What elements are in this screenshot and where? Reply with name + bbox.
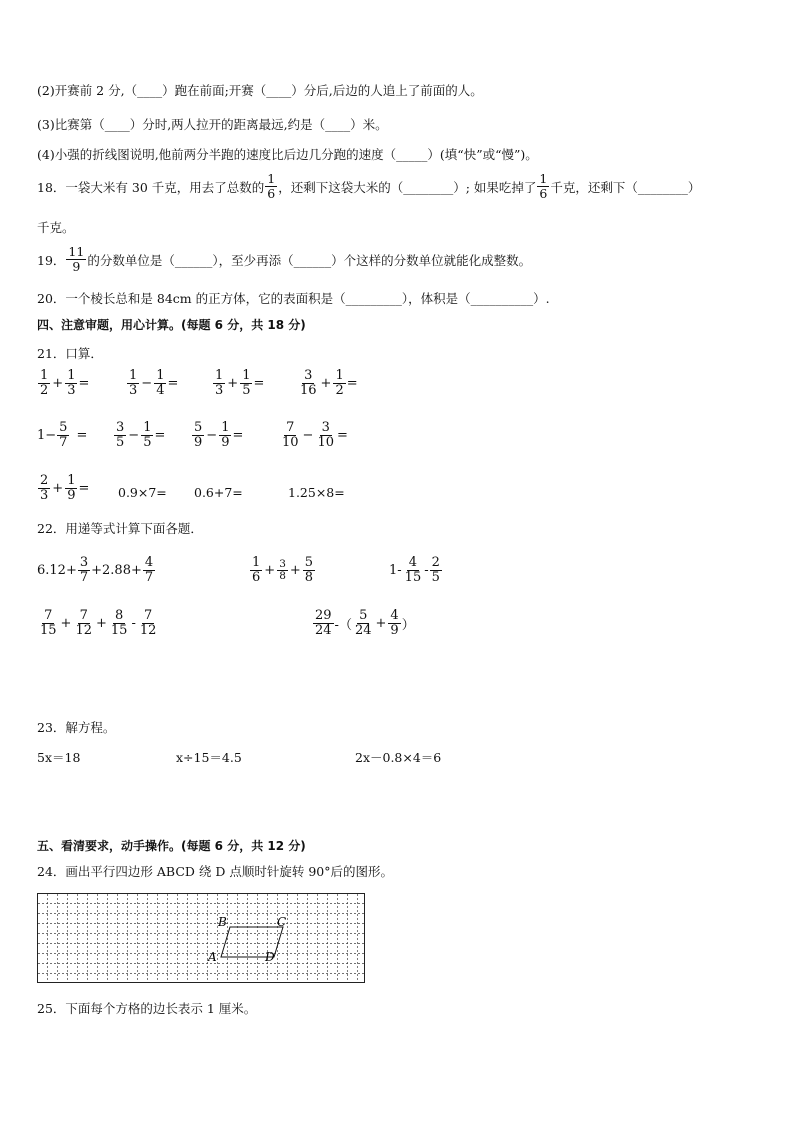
q21-item-4: $\frac{3}{16}$ + $\frac{1}{2}$ = — [300, 368, 358, 398]
q19-text: 的分数单位是（______），至少再添（______）个这样的分数单位就能化成整数。 — [87, 252, 532, 268]
vertex-label-d: D — [265, 950, 275, 964]
q23-eq-3: 2x－0.8×4＝6 — [355, 750, 442, 765]
q21-item-8: $\frac{7}{10}$ − $\frac{3}{10}$ = — [282, 420, 348, 450]
vertex-label-c: C — [277, 915, 287, 929]
q23-eq-2: x÷15＝4.5 — [176, 750, 242, 765]
q18-text-c: 千克，还剩下（________） — [550, 179, 701, 195]
q21-item-5: 1− $\frac{5}{7}$ = — [37, 420, 88, 450]
q17-part2: (2)开赛前 2 分,（____）跑在前面;开赛（____）分后,后边的人追上了前面的人。 — [37, 83, 483, 98]
q21-item-12: 1.25×8= — [288, 485, 345, 500]
q18-fraction-2: $\frac{1}{6}$ — [539, 171, 548, 201]
question-20: 20．一个棱长总和是 84cm 的正方体，它的表面积是（_________），体积是（__________）. — [37, 291, 550, 306]
vertex-label-a: A — [208, 950, 217, 964]
q22-expr-5: $\frac{29}{24}$ -（ $\frac{5}{24}$ + $\frac{4}{9}$ ） — [315, 608, 415, 638]
q21-item-11: 0.6+7= — [194, 485, 243, 500]
q21-item-9: $\frac{2}{3}$ + $\frac{1}{9}$ = — [40, 473, 90, 503]
q21-item-3: $\frac{1}{3}$ + $\frac{1}{5}$ = — [215, 368, 265, 398]
vertex-label-b: B — [218, 915, 227, 929]
q19-fraction: $\frac{11}{9}$ — [68, 244, 85, 274]
section-4-heading: 四、注意审题，用心计算。(每题 6 分，共 18 分) — [37, 318, 306, 332]
grid-figure — [37, 893, 365, 983]
q21-title: 21．口算． — [37, 346, 103, 361]
q22-expr-2: $\frac{1}{6}$ + $\frac{3}{8}$ + $\frac{5}{8}$ — [252, 555, 314, 585]
q22-title: 22．用递等式计算下面各题． — [37, 521, 203, 536]
q22-expr-4: $\frac{7}{15}$ + $\frac{7}{12}$ + $\frac{8}{15}$ - $\frac{7}{12}$ — [40, 608, 157, 638]
q22-expr-3: 1- $\frac{4}{15}$ - $\frac{2}{5}$ — [389, 555, 440, 585]
q17-part3: (3)比赛第（____）分时,两人拉开的距离最远,约是（____）米。 — [37, 117, 388, 132]
q18-fraction-1: $\frac{1}{6}$ — [267, 171, 276, 201]
q19-number: 19． — [37, 252, 66, 268]
q21-item-1: $\frac{1}{2}$ + $\frac{1}{3}$ = — [40, 368, 90, 398]
q21-item-2: $\frac{1}{3}$ − $\frac{1}{4}$ = — [129, 368, 179, 398]
q18-unit: 千克。 — [37, 220, 75, 235]
question-24: 24．画出平行四边形 ABCD 绕 D 点顺时针旋转 90°后的图形。 — [37, 864, 393, 879]
parallelogram-grid — [37, 893, 365, 983]
question-25: 25．下面每个方格的边长表示 1 厘米。 — [37, 1001, 257, 1016]
q21-item-7: $\frac{5}{9}$ − $\frac{1}{9}$ = — [194, 420, 244, 450]
q23-eq-1: 5x＝18 — [37, 750, 81, 765]
section-5-heading: 五、看清要求，动手操作。(每题 6 分，共 12 分) — [37, 839, 306, 853]
q21-item-6: $\frac{3}{5}$ − $\frac{1}{5}$ = — [116, 420, 166, 450]
q18-text-a: 18．一袋大米有 30 千克，用去了总数的 — [37, 179, 265, 195]
question-19 — [37, 245, 531, 274]
question-18 — [37, 172, 700, 201]
q22-expr-1: 6.12+ $\frac{3}{7}$ +2.88+ $\frac{4}{7}$ — [37, 555, 154, 585]
q21-item-10: 0.9×7= — [118, 485, 167, 500]
q18-text-b: ，还剩下这袋大米的（________）; 如果吃掉了 — [278, 179, 537, 195]
q17-part4: (4)小强的折线图说明,他前两分半跑的速度比后边几分跑的速度（_____）(填“快”或“慢”)。 — [37, 147, 538, 162]
q23-title: 23．解方程。 — [37, 720, 116, 735]
